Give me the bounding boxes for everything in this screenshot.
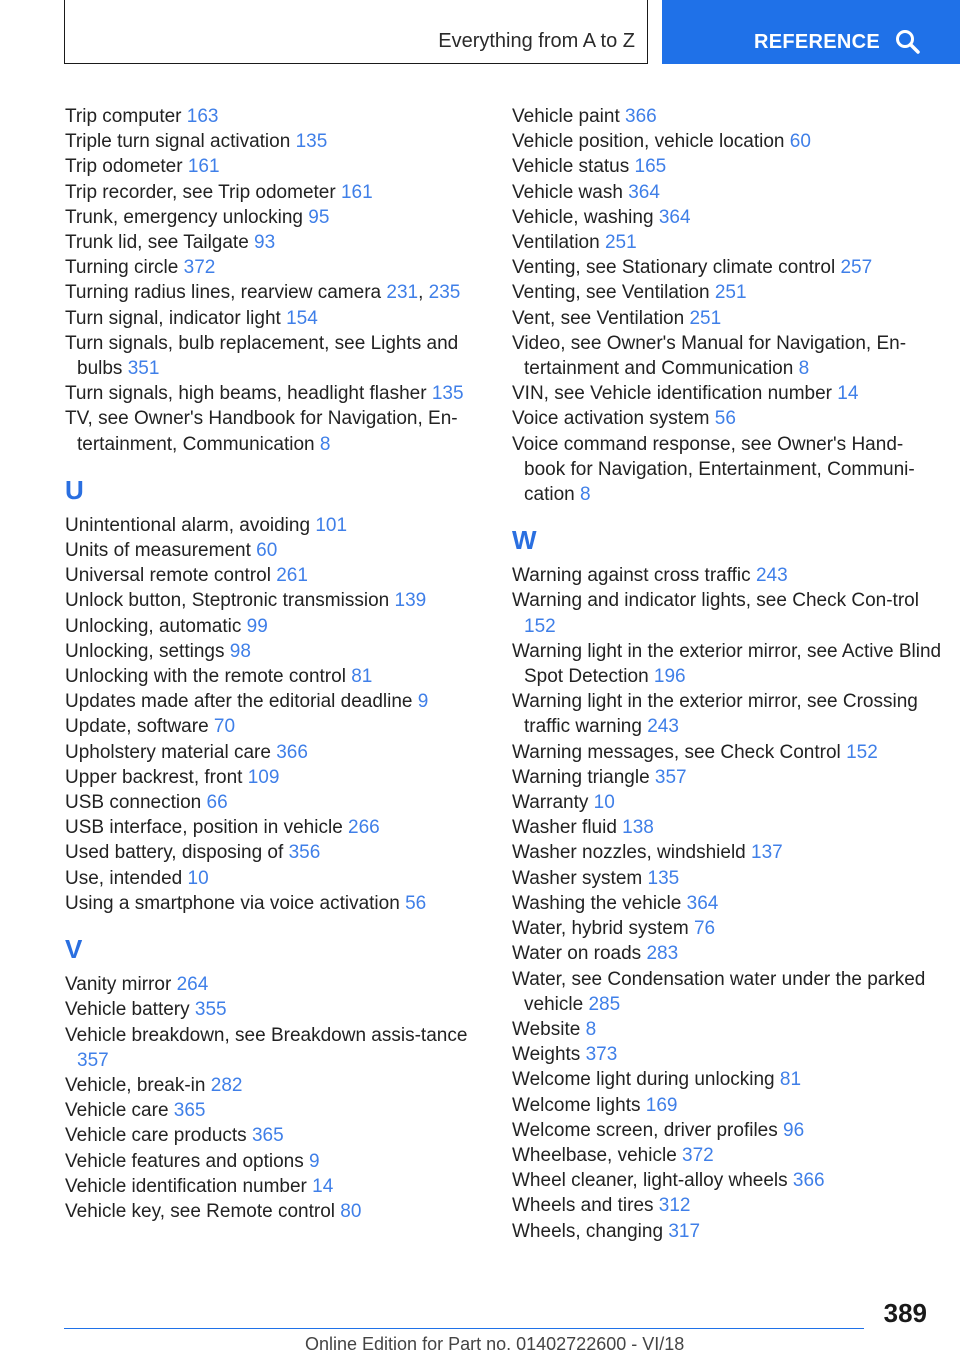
index-entry xyxy=(65,563,475,588)
page-link[interactable]: 154 xyxy=(286,307,318,329)
index-entry xyxy=(512,588,942,638)
index-entry xyxy=(512,916,942,941)
index-entry-text: Warning triangle xyxy=(512,766,650,788)
page-link[interactable]: 364 xyxy=(628,181,660,203)
index-entry xyxy=(65,154,475,179)
index-entry-text: Trunk lid, see Tailgate xyxy=(65,232,249,254)
index-entry xyxy=(512,1067,942,1092)
index-entry xyxy=(65,740,475,765)
index-entry-text: Welcome light during unlocking xyxy=(512,1069,775,1091)
page-link[interactable]: 366 xyxy=(792,1170,825,1192)
index-entry-text: Voice command response, see Owner's Hand‐book for Navigation, Entertainment, Communi‐cation xyxy=(512,433,915,506)
index-entry xyxy=(65,714,475,739)
index-entry-text: Warning light in the exterior mirror, see Active Blind Spot Detection xyxy=(512,640,942,688)
page-link[interactable]: 10 xyxy=(593,792,615,814)
page-link[interactable]: 60 xyxy=(789,131,811,153)
page-link[interactable]: 165 xyxy=(634,156,667,178)
search-icon[interactable] xyxy=(895,29,921,55)
page-link[interactable]: 161 xyxy=(187,156,220,178)
page-link[interactable]: 56 xyxy=(714,408,736,430)
index-entry-text: Turning circle xyxy=(65,257,179,279)
index-entry-text: USB interface, position in vehicle xyxy=(65,817,343,839)
index-entry xyxy=(65,639,475,664)
page-link[interactable]: 109 xyxy=(247,766,280,788)
page-link[interactable]: 364 xyxy=(686,892,719,914)
index-entry-text: Warning light in the exterior mirror, see Crossing traffic warning xyxy=(512,691,918,738)
index-entry-text: USB connection xyxy=(65,792,202,814)
page-link[interactable]: 66 xyxy=(206,792,228,814)
index-entry-text: Vehicle, break-in xyxy=(65,1074,206,1096)
index-entry-text: Trunk, emergency unlocking xyxy=(65,206,303,228)
index-entry-text: Ventilation xyxy=(512,232,600,254)
page-link[interactable]: 135 xyxy=(647,867,680,889)
page-link[interactable]: 283 xyxy=(646,943,679,965)
page-link[interactable]: 99 xyxy=(246,615,268,637)
index-entry-text: Vanity mirror xyxy=(65,974,172,996)
index-entry-text: Units of measurement xyxy=(65,540,251,562)
page-link[interactable]: 137 xyxy=(751,842,783,864)
index-entry-text: VIN, see Vehicle identification number xyxy=(512,383,833,405)
page-link[interactable]: 14 xyxy=(312,1175,334,1197)
index-entry xyxy=(512,1042,942,1067)
reference-tab[interactable] xyxy=(662,0,960,64)
page-link[interactable]: 14 xyxy=(837,383,859,405)
index-entry-text: Washer fluid xyxy=(512,817,617,839)
index-entry xyxy=(65,790,475,815)
index-entry xyxy=(512,1219,942,1244)
page-link[interactable]: 355 xyxy=(194,999,227,1021)
index-entry-text: Vehicle position, vehicle location xyxy=(512,131,785,153)
index-entry-text: Washer nozzles, windshield xyxy=(512,842,746,864)
footer-divider xyxy=(64,1328,864,1329)
page-link[interactable]: 372 xyxy=(682,1144,714,1166)
index-entry xyxy=(512,689,942,739)
index-entry-text: Update, software xyxy=(65,716,209,738)
page-link[interactable]: 235 xyxy=(428,282,461,304)
page-link[interactable]: 285 xyxy=(588,993,621,1015)
index-entry xyxy=(512,205,942,230)
index-entry xyxy=(512,230,942,255)
index-entry-text: Turn signal, indicator light xyxy=(65,307,281,329)
page-link[interactable]: 135 xyxy=(431,383,464,405)
index-entry-text: Voice activation system xyxy=(512,408,710,430)
index-entry-text: Turn signals, high beams, headlight flasher xyxy=(65,383,427,405)
index-entry-text: Universal remote control xyxy=(65,565,271,587)
page-link[interactable]: 8 xyxy=(319,433,331,455)
page-link[interactable]: 96 xyxy=(783,1119,805,1141)
index-entry-text: Venting, see Ventilation xyxy=(512,282,710,304)
page-link[interactable]: 138 xyxy=(622,817,654,839)
index-entry-text: Weights xyxy=(512,1044,581,1066)
index-entry-text: Vehicle key, see Remote control xyxy=(65,1200,336,1222)
index-entry xyxy=(65,513,475,538)
page-link[interactable]: 365 xyxy=(173,1100,206,1122)
page-link[interactable]: 266 xyxy=(348,817,380,839)
index-entry xyxy=(512,180,942,205)
page-link[interactable]: 372 xyxy=(183,257,216,279)
index-letter-heading: V xyxy=(65,934,83,965)
index-entry xyxy=(65,1199,475,1224)
index-entry-text: Website xyxy=(512,1018,581,1040)
page-link[interactable]: 261 xyxy=(276,565,308,587)
index-entry xyxy=(512,1017,942,1042)
index-entry: Turning radius lines, rearview camera 231, 235 xyxy=(65,282,461,304)
index-entry xyxy=(65,1023,475,1073)
index-entry xyxy=(512,129,942,154)
index-entry xyxy=(512,967,942,1017)
index-entry-text: Vehicle wash xyxy=(512,181,623,203)
index-entry xyxy=(65,815,475,840)
page-link[interactable]: 312 xyxy=(658,1195,691,1217)
index-entry-text: Venting, see Stationary climate control xyxy=(512,257,836,279)
page-link[interactable]: 351 xyxy=(127,358,160,380)
page-link[interactable]: 10 xyxy=(187,867,209,889)
index-entry xyxy=(512,563,942,588)
index-entry xyxy=(512,866,942,891)
page-link[interactable]: 135 xyxy=(295,131,328,153)
page-link[interactable]: 163 xyxy=(186,106,219,127)
page-link[interactable]: 196 xyxy=(653,666,686,688)
index-entry xyxy=(65,1123,475,1148)
page-link[interactable]: 9 xyxy=(417,691,429,713)
page-link[interactable]: 98 xyxy=(229,640,251,662)
index-entry xyxy=(65,129,475,154)
index-entry xyxy=(65,331,475,381)
header-section-box xyxy=(64,0,648,64)
index-entry-text: Updates made after the editorial deadline xyxy=(65,691,413,713)
page-link[interactable]: 356 xyxy=(288,842,321,864)
index-entry-text: Water, see Condensation water under the parked vehicle xyxy=(512,968,926,1015)
page-link[interactable]: 70 xyxy=(213,716,236,738)
index-entry xyxy=(512,1093,942,1118)
page-link[interactable]: 373 xyxy=(585,1044,618,1066)
page-number: 389 xyxy=(883,1298,927,1328)
index-letter-heading: U xyxy=(65,474,84,505)
index-entry xyxy=(65,306,475,331)
index-entry xyxy=(65,588,475,613)
page-link[interactable]: 365 xyxy=(251,1125,284,1147)
index-entry-text: Unintentional alarm, avoiding xyxy=(65,514,311,536)
footer-edition: Online Edition for Part no. 01402722600 - VI/18 xyxy=(305,1334,685,1354)
index-entry-text: Trip computer xyxy=(65,106,182,127)
page-link[interactable]: 251 xyxy=(604,232,637,254)
index-entry-text: Vehicle breakdown, see Breakdown assis‐tance xyxy=(65,1024,468,1046)
index-entry xyxy=(512,891,942,916)
index-entry-text: Trip odometer xyxy=(65,156,183,178)
index-entry-text: Trip recorder, see Trip odometer xyxy=(65,181,336,203)
page-link[interactable]: 8 xyxy=(798,358,810,380)
index-entry-text: Water, hybrid system xyxy=(512,918,689,940)
page-link[interactable]: 101 xyxy=(315,514,348,536)
index-entry-text: Warning against cross traffic xyxy=(512,565,751,587)
page-link[interactable]: 366 xyxy=(276,741,308,763)
index-entry xyxy=(65,180,475,205)
index-entry xyxy=(512,1118,942,1143)
index-entry xyxy=(65,538,475,563)
index-entry xyxy=(512,331,942,381)
index-entry-text: Wheel cleaner, light-alloy wheels xyxy=(512,1170,788,1192)
page-link[interactable]: 139 xyxy=(394,590,427,612)
page-link[interactable]: 231 xyxy=(386,282,419,304)
page-link[interactable]: 81 xyxy=(779,1069,802,1091)
page-link[interactable]: 8 xyxy=(585,1018,597,1040)
index-entry xyxy=(512,1168,942,1193)
index-column-right xyxy=(512,104,942,1244)
index-entry-text: Welcome lights xyxy=(512,1094,641,1116)
index-entry xyxy=(512,381,942,406)
page-link[interactable]: 364 xyxy=(658,206,691,228)
page-link[interactable]: 251 xyxy=(714,282,747,304)
index-entry-text: Warning and indicator lights, see Check Con‐trol xyxy=(512,590,919,612)
index-letter-heading: W xyxy=(512,525,537,556)
index-entry xyxy=(65,614,475,639)
index-entry-text: Washer system xyxy=(512,867,643,889)
index-entry xyxy=(512,790,942,815)
index-entry xyxy=(512,1143,942,1168)
page-link[interactable]: 366 xyxy=(625,106,657,127)
index-entry-text: Use, intended xyxy=(65,867,183,889)
index-entry-text: Wheelbase, vehicle xyxy=(512,1144,677,1166)
index-entry-text: Turn signals, bulb replacement, see Lights and bulbs xyxy=(65,332,459,380)
index-entry xyxy=(512,1193,942,1218)
page-link[interactable]: 60 xyxy=(256,540,278,562)
index-entry xyxy=(65,230,475,255)
index-entry-text: Warranty xyxy=(512,792,589,814)
page-link[interactable]: 317 xyxy=(668,1220,701,1242)
index-entry-text: Used battery, disposing of xyxy=(65,842,284,864)
index-entry xyxy=(512,154,942,179)
index-entry xyxy=(512,432,942,508)
index-entry xyxy=(65,891,475,916)
index-entry xyxy=(512,941,942,966)
index-entry-text: Using a smartphone via voice activation xyxy=(65,892,400,914)
index-entry xyxy=(65,1098,475,1123)
page-link[interactable]: 282 xyxy=(210,1074,243,1096)
index-entry xyxy=(65,255,475,280)
index-entry xyxy=(512,406,942,431)
index-entry-text: Vehicle features and options xyxy=(65,1150,304,1172)
page-link[interactable]: 152 xyxy=(846,741,878,763)
reference-tab-label: REFERENCE xyxy=(754,31,881,53)
index-entry xyxy=(512,104,942,129)
index-entry xyxy=(65,689,475,714)
index-entry-text: Upper backrest, front xyxy=(65,766,243,788)
page-link[interactable]: 251 xyxy=(689,307,722,329)
index-entry-text: Vehicle care products xyxy=(65,1125,247,1147)
index-entry-text: Vehicle, washing xyxy=(512,206,654,228)
page-link[interactable]: 56 xyxy=(405,892,427,914)
index-column-left xyxy=(65,104,475,1224)
index-entry xyxy=(512,306,942,331)
index-entry xyxy=(65,406,475,456)
index-entry-text: Video, see Owner's Manual for Navigation, En‐tertainment and Communication xyxy=(512,332,907,380)
page-link[interactable]: 243 xyxy=(647,716,679,738)
index-entry xyxy=(65,205,475,230)
index-entry xyxy=(512,639,942,689)
index-entry-text: Washing the vehicle xyxy=(512,892,682,914)
index-entry xyxy=(65,1073,475,1098)
index-entry xyxy=(65,1149,475,1174)
index-entry-text: Triple turn signal activation xyxy=(65,131,291,153)
page-link[interactable]: 243 xyxy=(755,565,788,587)
index-entry-text: Vehicle battery xyxy=(65,999,190,1021)
header-section-title: Everything from A to Z xyxy=(438,30,635,52)
page-link[interactable]: 80 xyxy=(340,1200,362,1222)
page-link[interactable]: 76 xyxy=(693,918,716,940)
page-link[interactable]: 152 xyxy=(524,615,556,637)
page-link[interactable]: 169 xyxy=(645,1094,678,1116)
index-entry-text: Wheels and tires xyxy=(512,1195,654,1217)
index-entry-text: Vent, see Ventilation xyxy=(512,307,685,329)
index-entry-text: Unlocking, settings xyxy=(65,640,225,662)
page-link[interactable]: 95 xyxy=(308,206,330,228)
index-entry xyxy=(65,381,475,406)
index-entry-text: Vehicle identification number xyxy=(65,1175,307,1197)
index-entry-text: Unlocking, automatic xyxy=(65,615,242,637)
index-entry xyxy=(65,664,475,689)
index-entry xyxy=(512,280,942,305)
index-entry-text: Vehicle care xyxy=(65,1100,169,1122)
index-entry-text: Water on roads xyxy=(512,943,642,965)
index-entry-text: Vehicle status xyxy=(512,156,630,178)
index-entry xyxy=(65,1174,475,1199)
index-entry xyxy=(65,104,475,129)
index-entry xyxy=(512,815,942,840)
page-link[interactable]: 357 xyxy=(654,766,687,788)
page-link[interactable]: 264 xyxy=(176,974,209,996)
index-entry xyxy=(65,972,475,997)
index-entry xyxy=(512,740,942,765)
index-entry xyxy=(512,840,942,865)
index-entry xyxy=(65,840,475,865)
index-entry-text: Warning messages, see Check Control xyxy=(512,741,841,763)
index-entry xyxy=(65,765,475,790)
index-entry-text: Vehicle paint xyxy=(512,106,620,127)
page-link[interactable]: 81 xyxy=(351,666,373,688)
page-link[interactable]: 257 xyxy=(840,257,873,279)
index-entry xyxy=(65,997,475,1022)
index-entry-text: TV, see Owner's Handbook for Navigation, En‐tertainment, Communication xyxy=(65,408,458,455)
page-link[interactable]: 8 xyxy=(579,484,591,506)
index-entry-text: Upholstery material care xyxy=(65,741,271,763)
page-link[interactable]: 9 xyxy=(309,1150,320,1172)
page-link[interactable]: 161 xyxy=(340,181,373,203)
index-entry-text: Turning radius lines, rearview camera xyxy=(65,282,382,304)
page-link[interactable]: 357 xyxy=(77,1049,109,1071)
index-entry xyxy=(65,866,475,891)
index-entry-text: Wheels, changing xyxy=(512,1220,664,1242)
index-entry xyxy=(512,255,942,280)
index-entry xyxy=(512,765,942,790)
page-link[interactable]: 93 xyxy=(254,232,276,254)
index-entry-text: Unlocking with the remote control xyxy=(65,666,346,688)
index-entry-text: Welcome screen, driver profiles xyxy=(512,1119,778,1141)
index-entry-text: Unlock button, Steptronic transmission xyxy=(65,590,390,612)
